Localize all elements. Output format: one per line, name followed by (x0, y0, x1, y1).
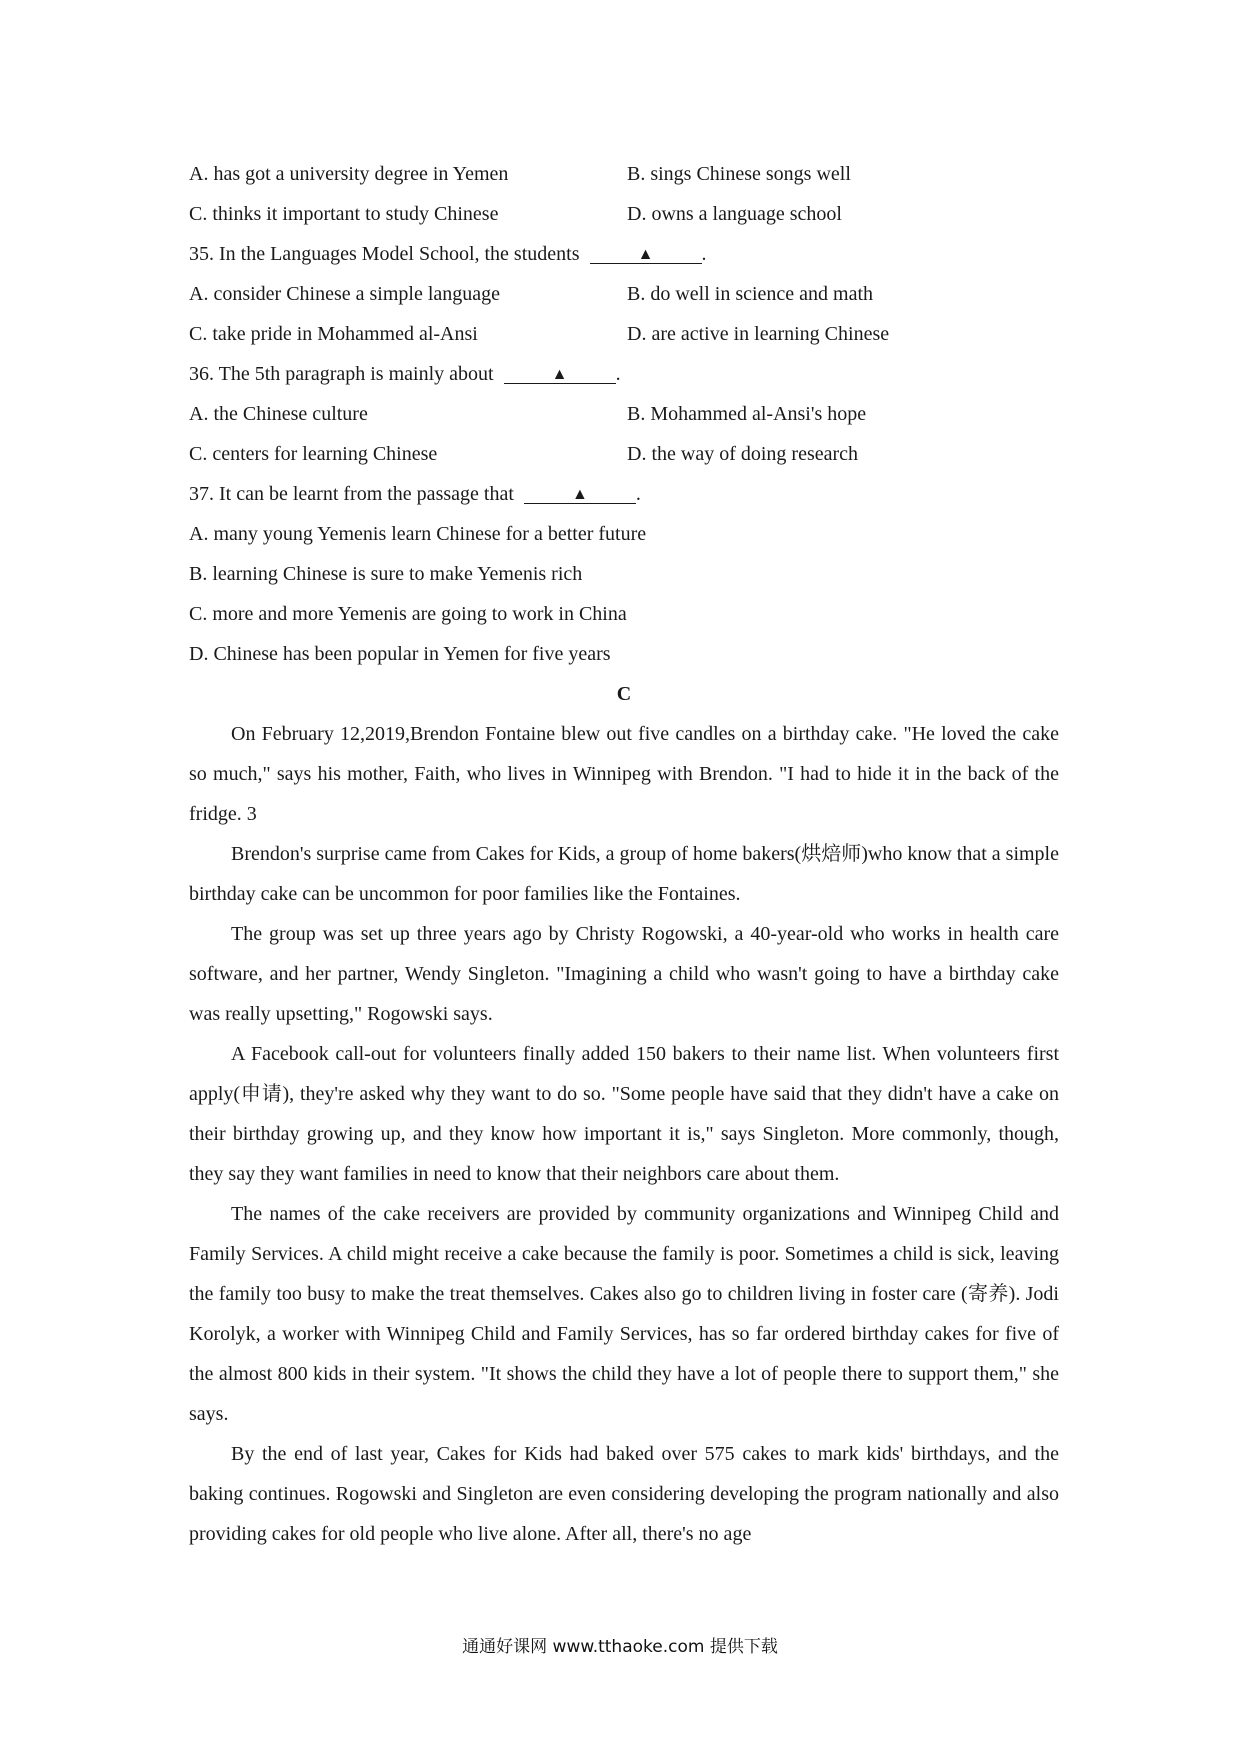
q36-options-row-2 (189, 434, 1059, 474)
q37-blank (524, 481, 636, 504)
q34-option-a: A. has got a university degree in Yemen (189, 162, 509, 185)
q36-option-b: B. Mohammed al-Ansi's hope (627, 402, 867, 425)
triangle-icon: ▲ (551, 365, 568, 383)
passage-paragraph: By the end of last year, Cakes for Kids had baked over 575 cakes to mark kids' birthdays, and the baking continues. Rogowski and Singleton are even considering developing the program nationally and also providing cakes for old people who live alone. After all, there's no age (189, 1443, 1059, 1545)
q34-options-row-1 (189, 154, 1059, 194)
q37-option-d: D. Chinese has been popular in Yemen for five years (189, 642, 611, 665)
q35-option-a: A. consider Chinese a simple language (189, 282, 501, 305)
page-footer: 通通好课网 www.tthaoke.com 提供下载 (462, 1637, 778, 1657)
q36-blank (504, 361, 616, 384)
q35-stem (189, 234, 1059, 274)
q35-option-b: B. do well in science and math (627, 282, 874, 305)
q37-stem (189, 474, 1059, 514)
q36-stem (189, 354, 1059, 394)
passage-paragraph: A Facebook call-out for volunteers finally added 150 bakers to their name list. When volunteers first apply(申请), they're asked why they want to do so. "Some people have said that they didn't have a cake on their birthday growing up, and they know how important it is," says Singleton. More commonly, though, they say they want families in need to know that their neighbors care about them. (189, 1043, 1059, 1185)
passage-paragraph: On February 12,2019,Brendon Fontaine blew out five candles on a birthday cake. "He loved the cake so much," says his mother, Faith, who lives in Winnipeg with Brendon. "I had to hide it in the back of the fridge. 3 (189, 723, 1059, 825)
passage-paragraph: The group was set up three years ago by Christy Rogowski, a 40-year-old who works in health care software, and her partner, Wendy Singleton. "Imagining a child who wasn't going to have a birthday cake was really upsetting," Rogowski says. (189, 923, 1059, 1025)
section-heading: C (616, 683, 632, 705)
q36-options-row-1 (189, 394, 1059, 434)
q34-options-row-2 (189, 194, 1059, 234)
q35-option-c: C. take pride in Mohammed al-Ansi (189, 322, 478, 345)
q36-option-d: D. the way of doing research (627, 442, 859, 465)
triangle-icon: ▲ (637, 245, 654, 263)
q35-option-d: D. are active in learning Chinese (627, 322, 890, 345)
q37-stem-end: . (635, 482, 641, 505)
q37-stem-text: 37. It can be learnt from the passage that (189, 482, 514, 505)
passage-paragraph: Brendon's surprise came from Cakes for Kids, a group of home bakers(烘焙师)who know that a simple birthday cake can be uncommon for poor families like the Fontaines. (189, 843, 1059, 905)
q34-option-c: C. thinks it important to study Chinese (189, 202, 499, 225)
q35-options-row-1 (189, 274, 1059, 314)
q35-stem-end: . (701, 242, 707, 265)
q34-option-d: D. owns a language school (627, 202, 842, 225)
q35-blank (590, 241, 702, 264)
q36-option-a: A. the Chinese culture (189, 402, 368, 425)
q35-stem-text: 35. In the Languages Model School, the students (189, 242, 580, 265)
q35-options-row-2 (189, 314, 1059, 354)
q37-option-a: A. many young Yemenis learn Chinese for a better future (189, 522, 647, 545)
q37-option-c: C. more and more Yemenis are going to work in China (189, 602, 627, 625)
q37-option-b: B. learning Chinese is sure to make Yemenis rich (189, 562, 583, 585)
q36-stem-text: 36. The 5th paragraph is mainly about (189, 362, 494, 385)
q36-option-c: C. centers for learning Chinese (189, 442, 438, 465)
document-page (189, 154, 1059, 1554)
triangle-icon: ▲ (571, 485, 588, 503)
passage-paragraph: The names of the cake receivers are provided by community organizations and Winnipeg Child and Family Services. A child might receive a cake because the family is poor. Sometimes a child is sick, leaving the family too busy to make the treat themselves. Cakes also go to children living in foster care (寄养). Jodi Korolyk, a worker with Winnipeg Child and Family Services, has so far ordered birthday cakes for five of the almost 800 kids in their system. "It shows the child they have a lot of people there to support them," she says. (189, 1203, 1059, 1425)
q36-stem-end: . (615, 362, 621, 385)
q34-option-b: B. sings Chinese songs well (627, 162, 851, 185)
